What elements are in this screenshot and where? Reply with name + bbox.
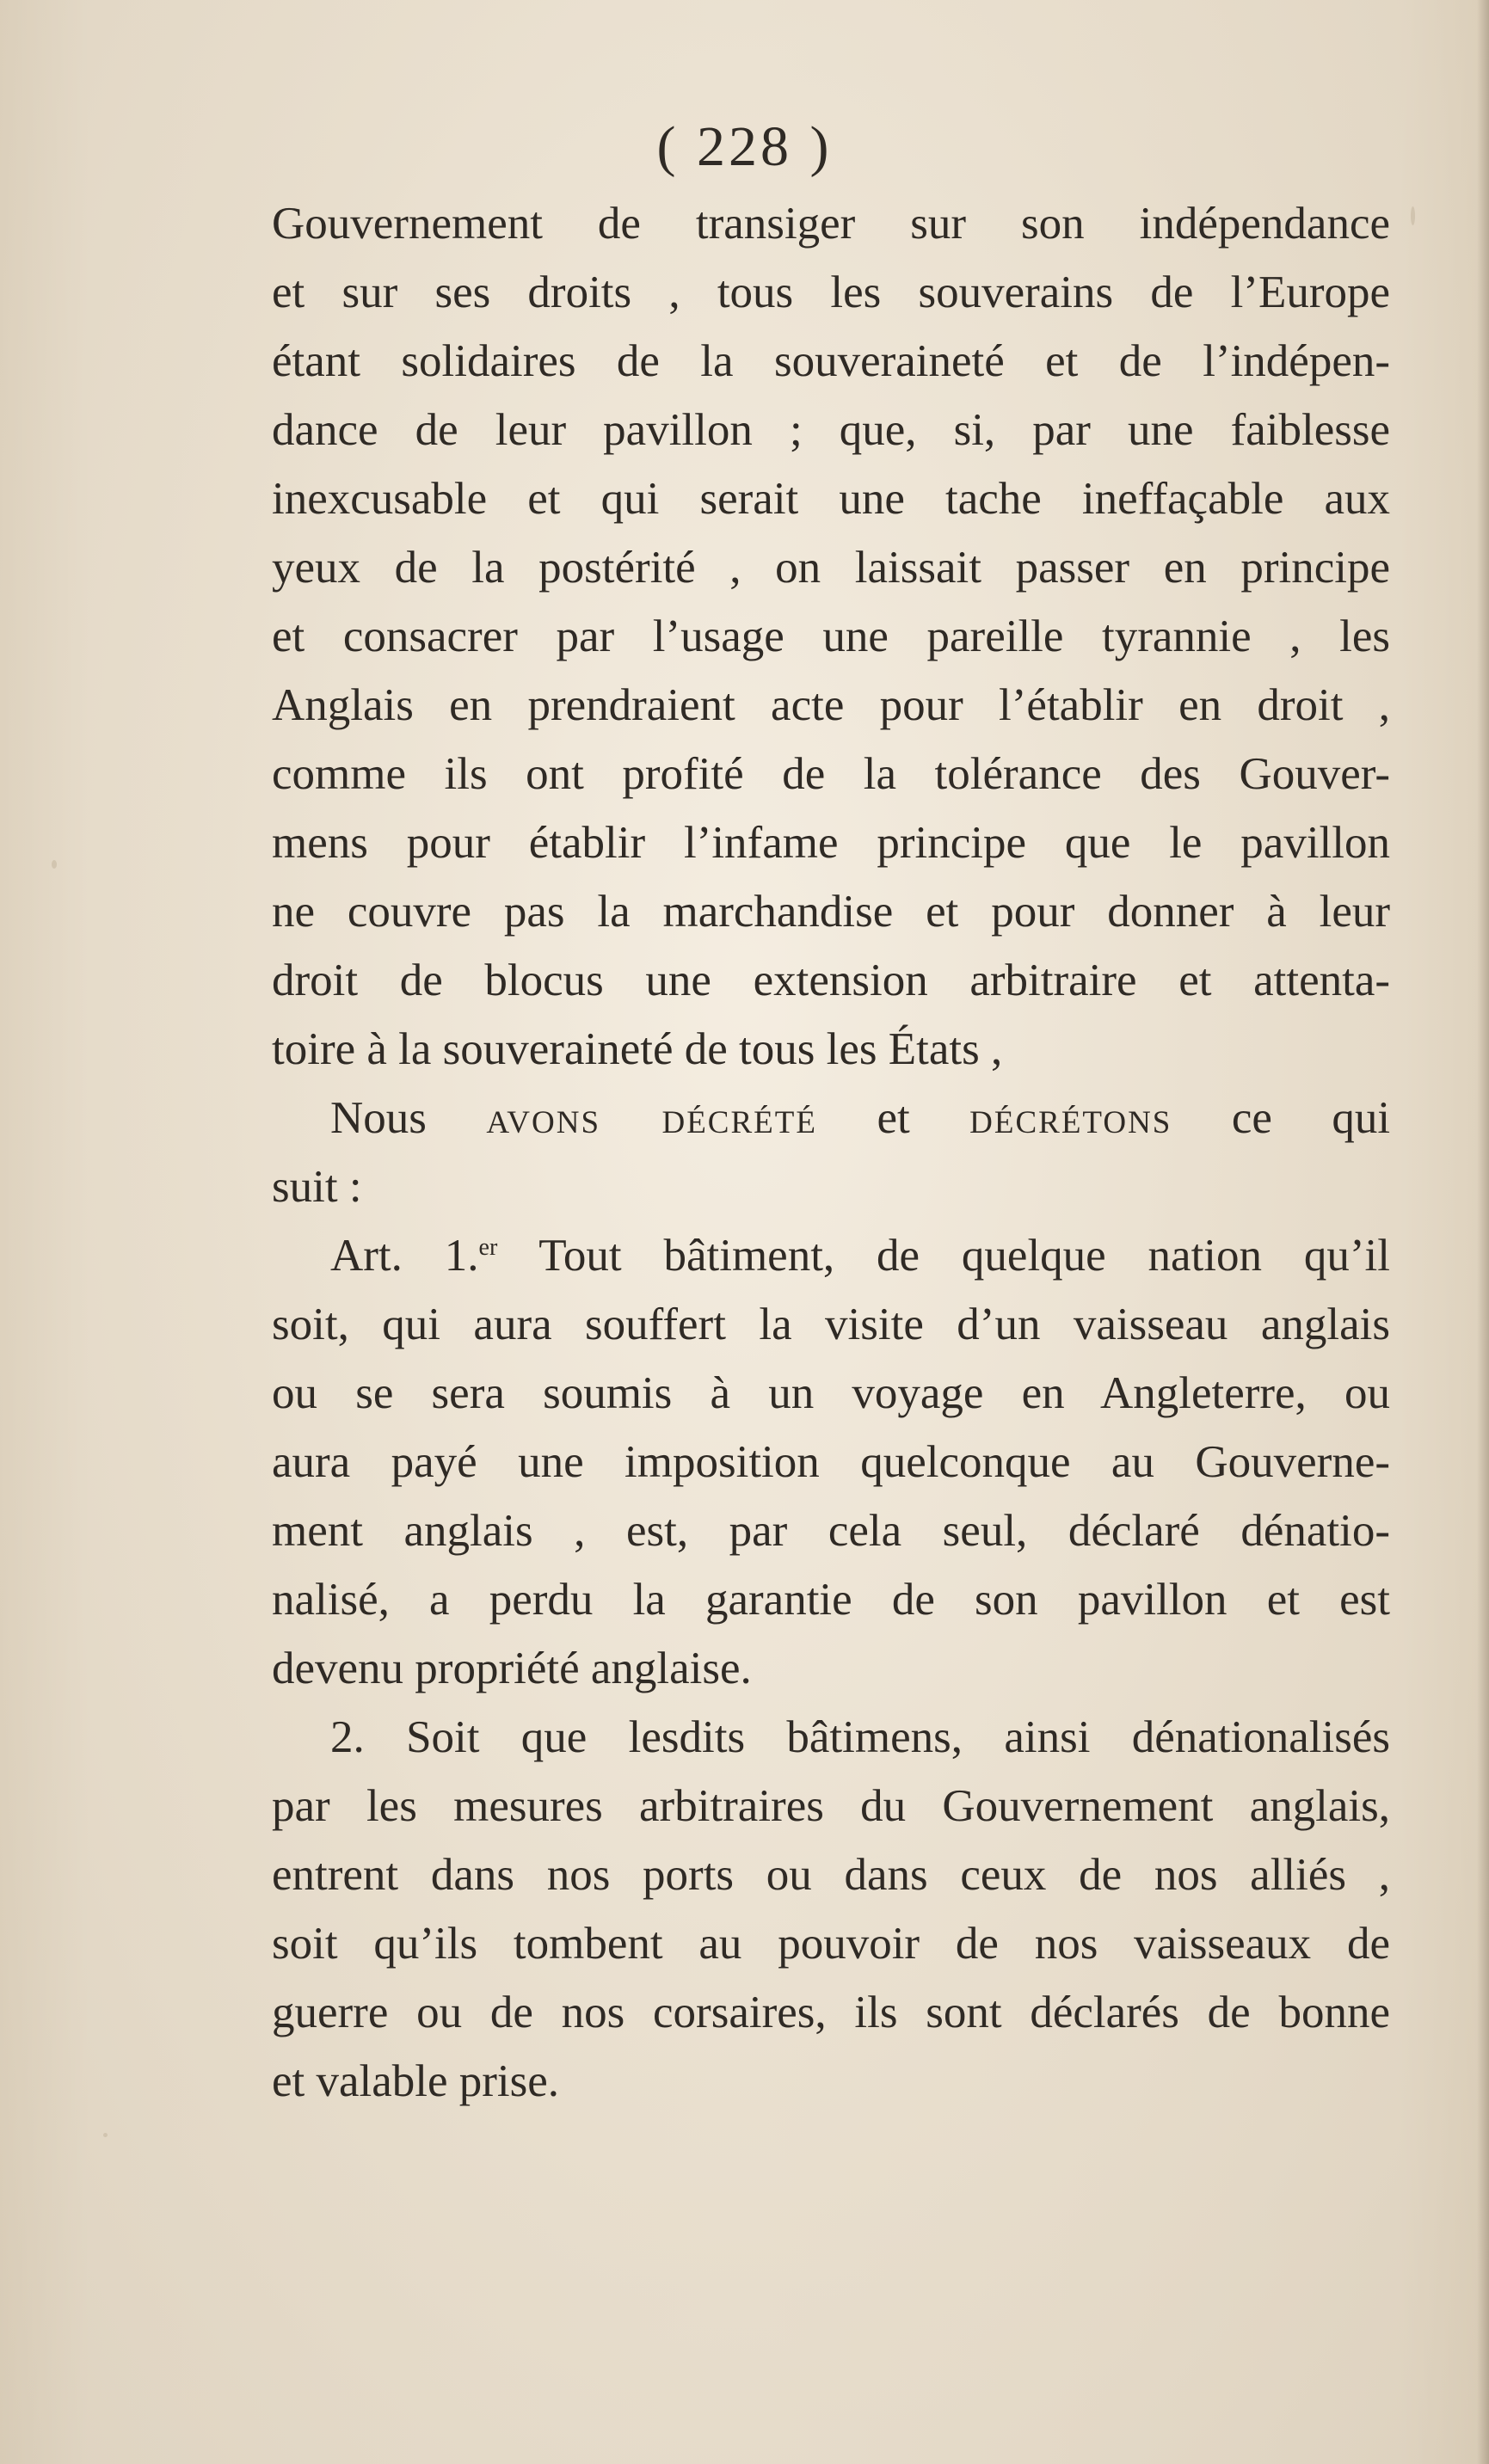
text-line: et sur ses droits , tous les souverains de l’Europe (272, 267, 1390, 317)
text-line: ou se sera soumis à un voyage en Angleterre, ou (272, 1368, 1390, 1418)
text-line: guerre ou de nos corsaires, ils sont déclarés de bonne (272, 1988, 1390, 2037)
text-line: yeux de la postérité , on laissait passer en principe (272, 543, 1390, 593)
text-line: soit qu’ils tombent au pouvoir de nos vaisseaux de (272, 1919, 1390, 1969)
text-line: ment anglais , est, par cela seul, déclaré dénatio- (272, 1506, 1390, 1556)
text-line: Anglais en prendraient acte pour l’établir en droit , (272, 680, 1390, 730)
text-line: mens pour établir l’infame principe que le pavillon (272, 818, 1390, 868)
article-1-ordinal: er (478, 1234, 498, 1261)
decree-ce-qui: ce qui (1231, 1093, 1391, 1143)
foxing-spot (1411, 206, 1415, 225)
body-text (272, 189, 1390, 2116)
text-line: Gouvernement de transiger sur son indépendance (272, 199, 1390, 249)
decree-line (272, 1084, 1390, 1152)
page-edge-shadow (1477, 0, 1489, 2464)
text-line: et consacrer par l’usage une pareille tyrannie , les (272, 611, 1390, 661)
text-line: et valable prise. (272, 2056, 560, 2106)
foxing-spot (52, 860, 57, 869)
text-line: aura payé une imposition quelconque au Gouverne- (272, 1437, 1390, 1487)
text-line: inexcusable et qui serait une tache ineffaçable aux (272, 474, 1390, 524)
text-line: étant solidaires de la souveraineté et de l’indépen- (272, 336, 1390, 386)
article-2-first-line: 2. Soit que lesdits bâtimens, ainsi dénationalisés (330, 1712, 1390, 1762)
decree-suit: suit : (272, 1162, 362, 1212)
decree-decretons: décrétons (969, 1093, 1172, 1143)
article-1-heading-line (272, 1221, 1390, 1290)
text-line: comme ils ont profité de la tolérance des Gouver- (272, 749, 1390, 799)
text-line: soit, qui aura souffert la visite d’un vaisseau anglais (272, 1300, 1390, 1349)
text-line: toire à la souveraineté de tous les États , (272, 1024, 1003, 1074)
text-line: entrent dans nos ports ou dans ceux de nos alliés , (272, 1850, 1390, 1900)
text-line: nalisé, a perdu la garantie de son pavillon et est (272, 1575, 1390, 1625)
decree-avons-decrete: avons décrété (486, 1093, 817, 1143)
article-1-first-line: Tout bâtiment, de quelque nation qu’il (538, 1231, 1391, 1281)
page-number: ( 228 ) (656, 115, 833, 178)
text-line: droit de blocus une extension arbitraire et attenta- (272, 955, 1390, 1005)
foxing-spot (103, 2133, 108, 2137)
text-line: ne couvre pas la marchandise et pour donner à leur (272, 887, 1390, 937)
text-line: devenu propriété anglaise. (272, 1644, 752, 1693)
text-line: par les mesures arbitraires du Gouvernement anglais, (272, 1781, 1390, 1831)
text-line: dance de leur pavillon ; que, si, par une faiblesse (272, 405, 1390, 455)
article-1-number: Art. 1. (330, 1231, 479, 1281)
decree-et: et (877, 1093, 910, 1143)
decree-nous: Nous (330, 1093, 427, 1143)
